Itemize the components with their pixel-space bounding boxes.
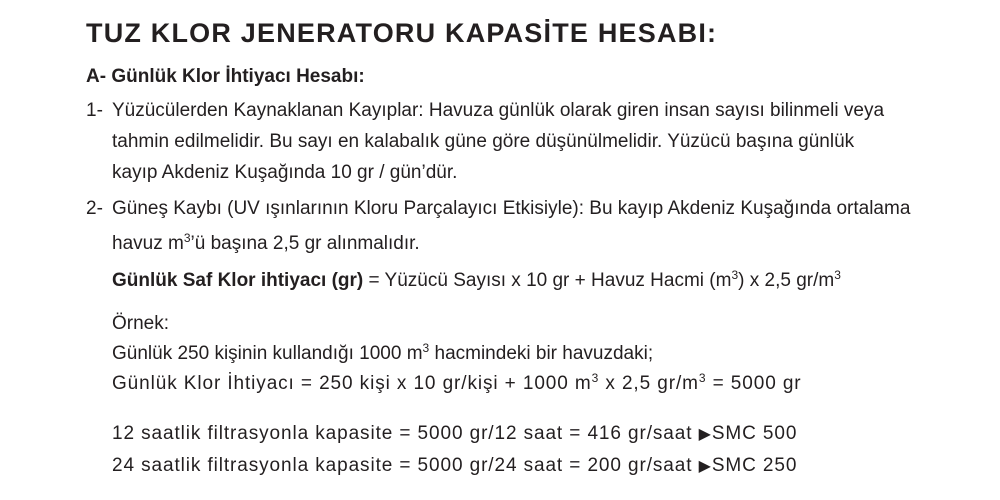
superscript: 3 xyxy=(422,341,430,355)
page-title: TUZ KLOR JENERATORU KAPASİTE HESABI: xyxy=(86,18,718,48)
item-1-line-2: tahmin edilmelidir. Bu sayı en kalabalık güne göre düşünülmelidir. Yüzücü başına günlük xyxy=(112,131,855,152)
section-heading: A- Günlük Klor İhtiyacı Hesabı: xyxy=(86,66,365,87)
item-1-line-1 xyxy=(86,100,884,122)
capacity-text: 12 saatlik filtrasyonla kapasite = 5000 gr/12 saat = 416 gr/saat xyxy=(112,423,699,444)
item-1-text-1: Yüzücülerden Kaynaklanan Kayıplar: Havuza günlük olarak giren insan sayısı bilinmeli veya xyxy=(112,100,885,121)
capacity-line-12h xyxy=(112,423,797,446)
item-1-line-3: kayıp Akdeniz Kuşağında 10 gr / gün’dür. xyxy=(112,162,458,183)
example-line-2 xyxy=(112,373,802,395)
superscript: 3 xyxy=(731,268,739,282)
arrow-right-icon: ▶ xyxy=(698,426,712,443)
example-text-2a: Günlük Klor İhtiyacı = 250 kişi x 10 gr/kişi + 1000 m xyxy=(112,373,592,394)
example-text-1b: hacmindeki bir havuzdaki; xyxy=(429,343,654,364)
arrow-right-icon: ▶ xyxy=(698,458,712,475)
capacity-text: 24 saatlik filtrasyonla kapasite = 5000 gr/24 saat = 200 gr/saat xyxy=(112,455,699,476)
item-2-number: 2- xyxy=(86,198,103,219)
model-name: SMC 500 xyxy=(711,423,798,444)
item-2-line-2 xyxy=(112,233,420,255)
item-2-text-1: Güneş Kaybı (UV ışınlarının Kloru Parçalayıcı Etkisiyle): Bu kayıp Akdeniz Kuşağında ortalama xyxy=(112,198,911,219)
example-label: Örnek: xyxy=(112,313,170,334)
superscript: 3 xyxy=(698,371,707,385)
superscript: 3 xyxy=(183,231,191,245)
capacity-line-24h xyxy=(112,455,797,478)
superscript: 3 xyxy=(834,268,841,282)
model-name: SMC 250 xyxy=(711,455,798,476)
item-2-line-1 xyxy=(86,198,910,220)
formula-line xyxy=(112,270,841,292)
item-1-number: 1- xyxy=(86,100,103,121)
example-line-1 xyxy=(112,343,653,365)
formula-label: Günlük Saf Klor ihtiyacı (gr) xyxy=(112,270,364,291)
example-text-2c: = 5000 gr xyxy=(706,373,802,394)
item-2-text-2a: havuz m xyxy=(112,233,184,254)
example-text-1a: Günlük 250 kişinin kullandığı 1000 m xyxy=(112,343,423,364)
formula-mid: ) x 2,5 gr/m xyxy=(738,270,835,291)
item-2-text-2b: ’ü başına 2,5 gr alınmalıdır. xyxy=(190,233,420,254)
example-text-2b: x 2,5 gr/m xyxy=(599,373,699,394)
formula-eq: = Yüzücü Sayısı x 10 gr + Havuz Hacmi (m xyxy=(363,270,732,291)
superscript: 3 xyxy=(591,371,600,385)
